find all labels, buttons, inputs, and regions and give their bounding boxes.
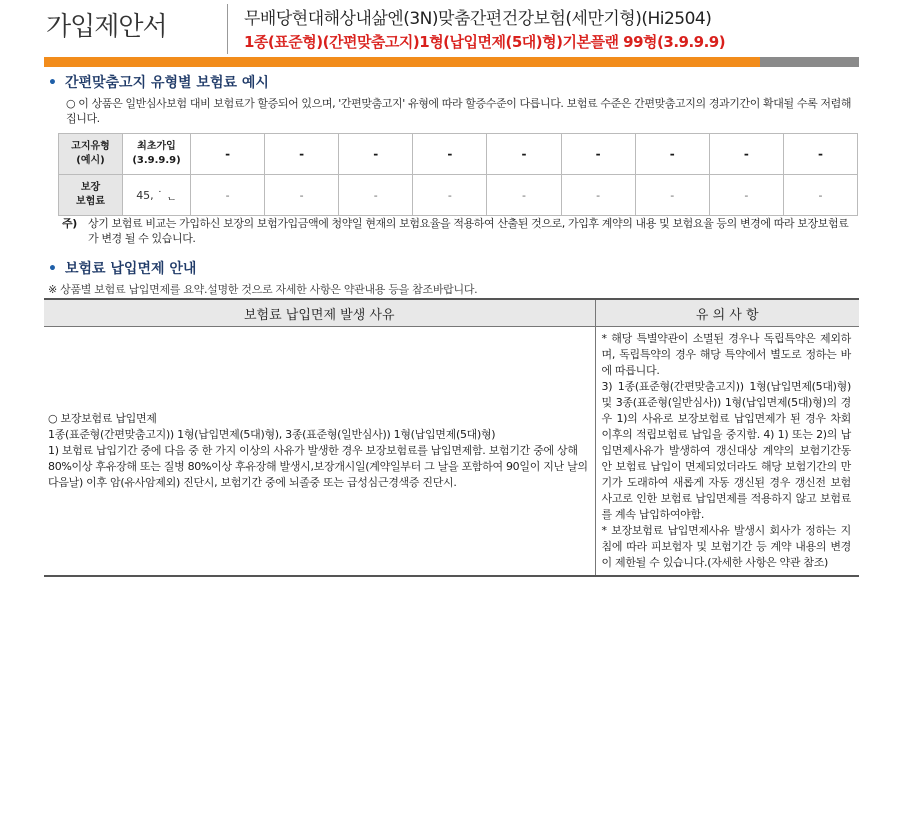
section-title-text: 보험료 납입면제 안내 xyxy=(64,261,197,277)
table-header-row xyxy=(44,299,859,327)
table-cell: - xyxy=(339,134,413,175)
table-cell: - xyxy=(191,175,265,216)
table-row xyxy=(59,175,858,216)
bullet-icon: • xyxy=(48,261,57,277)
precaution-paragraph: * 해당 특별약관이 소멸된 경우나 독립특약은 제외하며, 독립특약의 경우 해당 특약에서 별도로 정하는 바에 따릅니다. xyxy=(601,332,851,377)
table-row xyxy=(59,134,858,175)
row-header-disclosure-type: 고지유형 (예시) xyxy=(59,134,123,175)
waiver-reason-title: ○ 보장보험료 납입면제 xyxy=(48,412,157,425)
waiver-summary-note: ※ 상품별 보험료 납입면제를 요약.설명한 것으로 자세한 사항은 약관내용 등을 참조바랍니다. xyxy=(48,283,478,296)
table-cell: - xyxy=(709,134,783,175)
waiver-reason-plan: 1종(표준형(간편맞춤고지)) 1형(납입면제(5대)형), 3종(표준형(일반심사)) 1형(납입면제(5대)형) xyxy=(48,428,496,441)
waiver-reason-cell xyxy=(44,327,595,577)
section-title-premium-waiver xyxy=(48,258,196,278)
table-cell: - xyxy=(561,134,635,175)
table-cell: - xyxy=(487,175,561,216)
table-row xyxy=(44,327,859,577)
initial-enrollment-cell: 최초가입 (3.9.9.9) xyxy=(123,134,191,175)
premium-amount-cell: 45, ˙ ᆫ xyxy=(123,175,191,216)
table-cell: - xyxy=(191,134,265,175)
table-cell: - xyxy=(339,175,413,216)
precautions-cell xyxy=(595,327,859,577)
premium-surcharge-note: ○ 이 상품은 일반심사보험 대비 보험료가 할증되어 있으며, '간편맞춤고지' 유형에 따라 할증수준이 다릅니다. 보험료 수준은 간편맞춤고지의 경과기간이 확대될 수록 저렴해집니다. xyxy=(66,97,852,125)
table-cell: - xyxy=(487,134,561,175)
row-header-coverage-premium: 보장 보험료 xyxy=(59,175,123,216)
premium-footnote xyxy=(62,216,856,246)
column-header-precautions: 유 의 사 항 xyxy=(595,299,859,327)
premium-example-table xyxy=(58,133,858,216)
footnote-mark: 주) xyxy=(62,217,77,230)
table-cell: - xyxy=(635,175,709,216)
table-cell: - xyxy=(265,175,339,216)
precaution-paragraph: * 보장보험료 납입면제사유 발생시 회사가 정하는 지침에 따라 피보험자 및 보험기간 등 계약 내용의 변경이 제한될 수 있습니다.(자세한 사항은 약관 참조) xyxy=(601,524,851,569)
product-title: 무배당현대해상내삶엔(3N)맞춤간편건강보험(세만기형)(Hi2504) xyxy=(244,9,712,29)
table-cell: - xyxy=(413,175,487,216)
product-plan-subtitle: 1종(표준형)(간편맞춤고지)1형(납입면제(5대)형)기본플랜 99형(3.9.9.9) xyxy=(244,33,726,51)
table-cell: - xyxy=(635,134,709,175)
premium-waiver-table xyxy=(44,298,859,577)
table-cell: - xyxy=(783,134,857,175)
header-divider xyxy=(227,4,228,54)
section-title-text: 간편맞춤고지 유형별 보험료 예시 xyxy=(64,75,269,91)
table-cell: - xyxy=(783,175,857,216)
document-type-label: 가입제안서 xyxy=(46,12,167,42)
footnote-text: 상기 보험료 비교는 가입하신 보장의 보험가입금액에 청약일 현재의 보험요율을 적용하여 산출된 것으로, 가입후 계약의 내용 및 보험요율 등의 변경에 따라 보장보험료가 변경 될 수 있습니다. xyxy=(88,217,849,245)
bullet-icon: • xyxy=(48,75,57,91)
header-accent-bar xyxy=(44,57,760,67)
header-gray-bar xyxy=(760,57,859,67)
section-title-premium-example xyxy=(48,72,269,92)
table-cell: - xyxy=(265,134,339,175)
precaution-paragraph: 3) 1종(표준형(간편맞춤고지)) 1형(납입면제(5대)형) 및 3종(표준형(일반심사)) 1형(납입면제(5대)형)의 경우 1)의 사유로 보장보험료 납입면제가 된 경우 차회 이후의 적립보험료 납입을 중지함. 4) 1) 또는 2)의 납입면제사유가 발생하여 갱신대상 계약의 보험기간동안 보험료 납입이 면제되었더라도 해당 보험기간의 만기가 도래하여 새롭게 자동 갱신된 경우 갱신전 보험사고로 인한 보험료 납입면제를 적용하지 않고 보험료를 계속 납입하여야함. xyxy=(601,380,851,521)
waiver-reason-detail: 1) 보험료 납입기간 중에 다음 중 한 가지 이상의 사유가 발생한 경우 보장보험료를 납입면제함. 보험기간 중에 상해 80%이상 후유장해 또는 질병 80%이상 후유장해 발생시,보장개시일(계약일부터 그 날을 포함하여 90일이 지난 날의 다음날) 이후 암(유사암제외) 진단시, 보험기간 중에 뇌졸중 또는 급성심근경색증 진단시. xyxy=(48,444,588,489)
table-cell: - xyxy=(561,175,635,216)
table-cell: - xyxy=(709,175,783,216)
table-cell: - xyxy=(413,134,487,175)
column-header-waiver-reason: 보험료 납입면제 발생 사유 xyxy=(44,299,595,327)
